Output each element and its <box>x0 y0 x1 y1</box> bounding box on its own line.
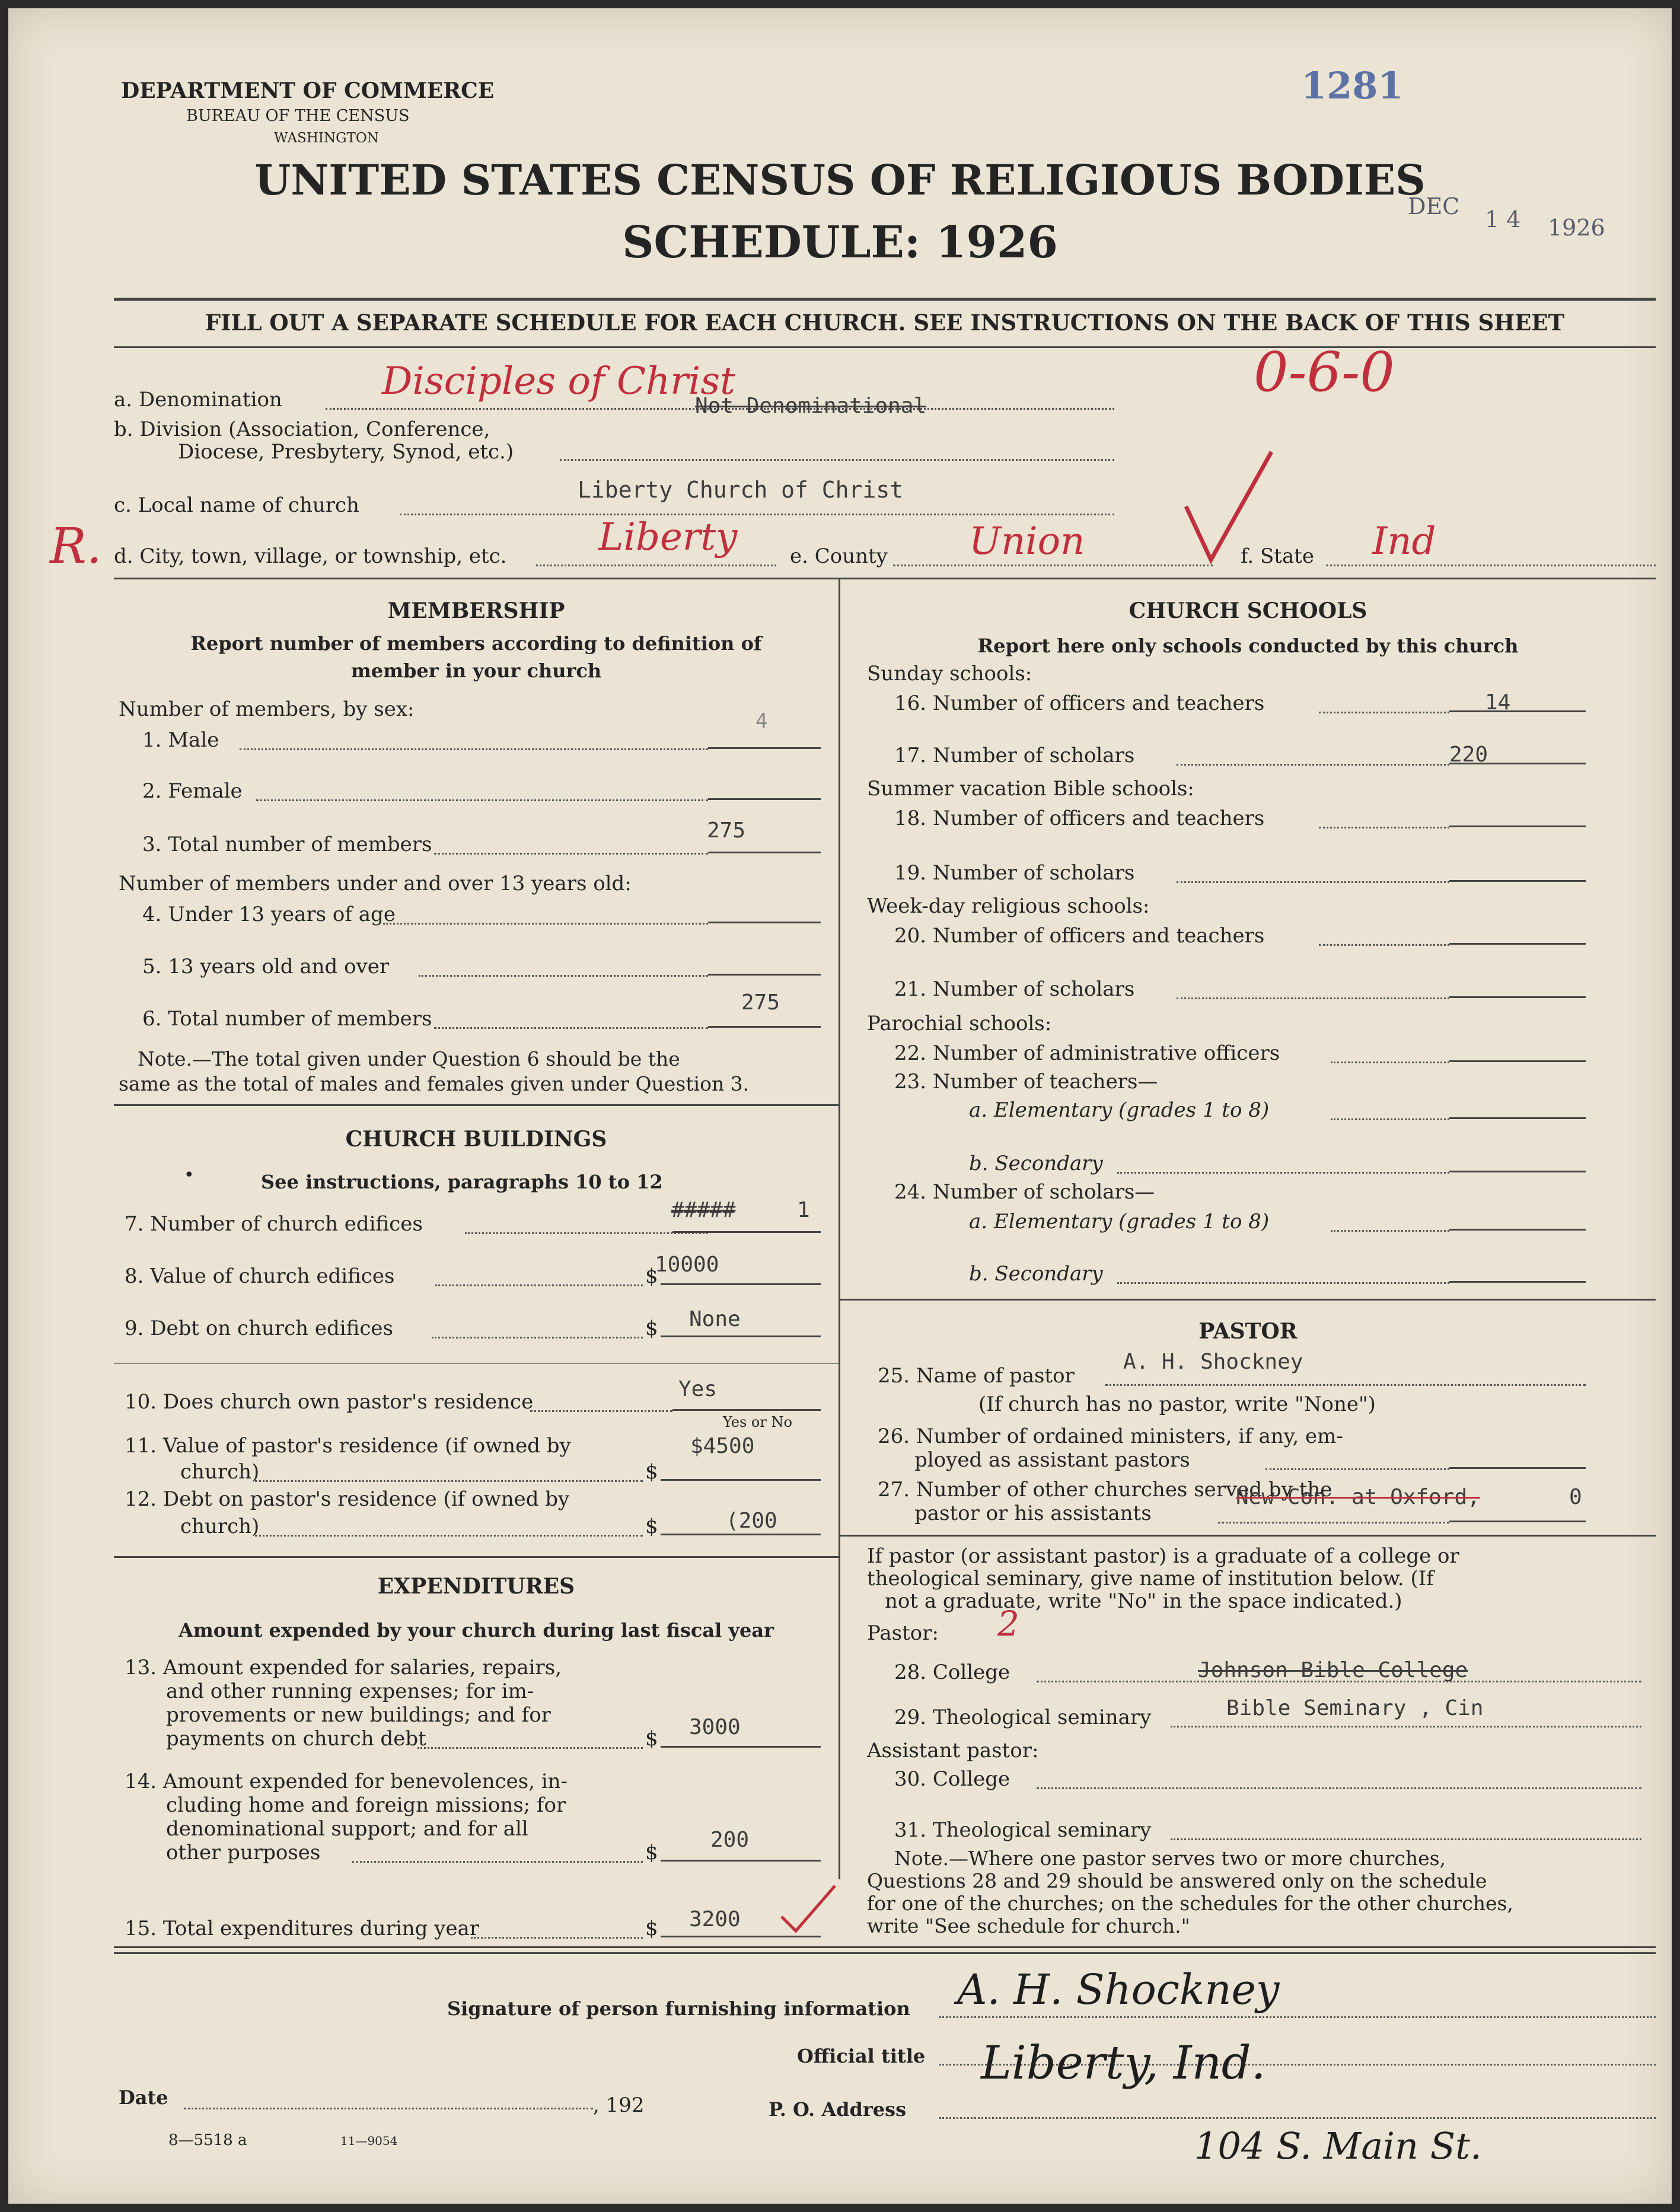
county-label: e. County <box>790 544 888 568</box>
q7-label: 7. Number of church edifices <box>125 1212 423 1236</box>
county-value: Union <box>969 519 1085 563</box>
q13-label-4: payments on church debt <box>166 1727 426 1751</box>
q14-label-4: other purposes <box>166 1841 321 1864</box>
bottom-rule-2 <box>114 1952 1656 1954</box>
weekday-schools-label: Week-day religious schools: <box>867 894 1150 918</box>
q4-answer-line <box>708 922 821 923</box>
form-title: UNITED STATES CENSUS OF RELIGIOUS BODIES <box>254 155 1426 205</box>
q15-label: 15. Total expenditures during year <box>125 1917 480 1940</box>
city-label: d. City, town, village, or township, etc. <box>114 544 507 568</box>
q11-line <box>255 1480 643 1482</box>
q8-label: 8. Value of church edifices <box>125 1264 395 1288</box>
schools-rule <box>840 1299 1656 1301</box>
q11-dollar: $ <box>645 1460 658 1484</box>
q10-line <box>530 1410 672 1412</box>
q11-value: $4500 <box>690 1434 755 1458</box>
graduate-text-1: If pastor (or assistant pastor) is a graduate of a college or <box>867 1544 1459 1568</box>
date-year: , 192 <box>593 2093 645 2117</box>
membership-rule <box>114 1104 839 1106</box>
q30-line <box>1037 1787 1641 1789</box>
q24a-line <box>1331 1230 1449 1232</box>
membership-intro-1: Report number of members according to definition of <box>190 632 762 655</box>
census-form-sheet <box>8 8 1672 2204</box>
by-sex-label: Number of members, by sex: <box>119 697 415 721</box>
bullet-dot: • <box>184 1165 195 1185</box>
q28-value: Johnson Bible College <box>1198 1658 1468 1682</box>
division-label-1: b. Division (Association, Conference, <box>114 417 490 441</box>
q11-label-2: church) <box>180 1460 260 1484</box>
local-name-value: Liberty Church of Christ <box>578 477 904 503</box>
q16-line <box>1319 712 1449 713</box>
bureau-line: BUREAU OF THE CENSUS <box>186 107 410 125</box>
q24a-label: a. Elementary (grades 1 to 8) <box>969 1210 1270 1234</box>
q16-value: 14 <box>1485 690 1511 715</box>
red-check-mark <box>1182 447 1277 566</box>
q10-label: 10. Does church own pastor's residence <box>125 1390 534 1414</box>
q1-value: 4 <box>755 709 768 733</box>
q6-line <box>434 1027 708 1029</box>
summer-schools-label: Summer vacation Bible schools: <box>867 777 1194 801</box>
print-number: 11—9054 <box>340 2134 398 2148</box>
q25-value: A. H. Shockney <box>1123 1350 1303 1374</box>
buildings-mid-rule <box>114 1363 839 1364</box>
membership-note-2: same as the total of males and females given under Question 3. <box>119 1072 750 1095</box>
q26-answer-line <box>1449 1467 1586 1469</box>
pastor-rule <box>840 1535 1656 1537</box>
q7-value: 1 <box>797 1198 810 1222</box>
denomination-typed-struck: Not Denominational <box>695 394 927 418</box>
q9-line <box>432 1337 643 1338</box>
q27-struck: New Con. at Oxford, <box>1236 1485 1480 1509</box>
q8-answer-line <box>661 1283 821 1285</box>
q21-line <box>1177 997 1449 999</box>
q8-value: 10000 <box>655 1252 719 1277</box>
state-line <box>1326 565 1656 566</box>
state-label: f. State <box>1241 544 1314 568</box>
q23-label: 23. Number of teachers— <box>894 1070 1158 1094</box>
q14-dollar: $ <box>645 1841 658 1864</box>
q30-label: 30. College <box>894 1767 1010 1791</box>
date-label: Date <box>119 2086 168 2109</box>
assistant-subheading: Assistant pastor: <box>867 1739 1039 1762</box>
graduate-text-3: not a graduate, write "No" in the space indicated.) <box>885 1589 1402 1613</box>
schools-heading: CHURCH SCHOOLS <box>1128 598 1367 623</box>
q19-label: 19. Number of scholars <box>894 861 1135 885</box>
q12-value: (200 <box>726 1509 777 1533</box>
date-stamp-year: 1926 <box>1548 215 1605 241</box>
stamp-number: 1281 <box>1301 64 1404 107</box>
q12-label-1: 12. Debt on pastor's residence (if owned by <box>125 1487 570 1511</box>
q19-line <box>1177 881 1449 883</box>
q14-label-2: cluding home and foreign missions; for <box>166 1793 566 1817</box>
red-tick-mark <box>779 1882 839 1936</box>
q13-line <box>417 1747 643 1749</box>
q23a-line <box>1331 1118 1449 1120</box>
q23b-line <box>1117 1172 1449 1174</box>
q27-value: 0 <box>1569 1485 1582 1509</box>
q11-answer-line <box>661 1479 821 1481</box>
q13-value: 3000 <box>689 1715 741 1739</box>
city-value: Liberty <box>598 515 738 559</box>
q18-label: 18. Number of officers and teachers <box>894 807 1265 830</box>
q27-label-2: pastor or his assistants <box>914 1502 1152 1525</box>
local-name-line <box>400 514 1114 515</box>
membership-heading: MEMBERSHIP <box>387 598 565 623</box>
q1-label: 1. Male <box>142 728 219 752</box>
q13-label-3: provements or new buildings; and for <box>166 1703 551 1727</box>
q19-answer-line <box>1449 880 1586 882</box>
q11-label-1: 11. Value of pastor's residence (if owned by <box>125 1434 571 1458</box>
q3-value: 275 <box>707 818 746 843</box>
q2-answer-line <box>708 798 821 800</box>
official-title-label: Official title <box>797 2045 926 2067</box>
q22-line <box>1331 1062 1449 1063</box>
expenditures-heading: EXPENDITURES <box>377 1574 575 1599</box>
q14-line <box>352 1861 643 1863</box>
city-line: WASHINGTON <box>274 130 379 146</box>
header-rule-top <box>114 298 1656 301</box>
q5-line <box>419 975 708 977</box>
q8-dollar: $ <box>645 1264 658 1288</box>
q6-label: 6. Total number of members <box>142 1007 432 1031</box>
q27-line <box>1218 1522 1449 1523</box>
q3-line <box>434 853 708 855</box>
q29-line <box>1171 1726 1641 1727</box>
po-address-value: Liberty, Ind. <box>981 2036 1266 2090</box>
instruction-bar: FILL OUT A SEPARATE SCHEDULE FOR EACH CHURCH. SEE INSTRUCTIONS ON THE BACK OF THIS SHEET <box>205 310 1565 336</box>
q23b-label: b. Secondary <box>969 1152 1103 1175</box>
q13-label-1: 13. Amount expended for salaries, repairs, <box>125 1656 562 1679</box>
q14-label-3: denominational support; and for all <box>166 1817 528 1841</box>
q26-label-1: 26. Number of ordained ministers, if any, em- <box>878 1424 1343 1448</box>
q27-answer-line <box>1449 1521 1586 1522</box>
q16-answer-line <box>1449 710 1586 712</box>
handwritten-code: 0-6-0 <box>1254 340 1395 404</box>
q13-dollar: $ <box>645 1727 658 1751</box>
q12-line <box>255 1535 643 1537</box>
q18-line <box>1319 827 1449 828</box>
q31-label: 31. Theological seminary <box>894 1818 1152 1842</box>
division-line <box>560 459 1114 461</box>
expenditures-intro: Amount expended by your church during last fiscal year <box>178 1619 774 1642</box>
form-subtitle: SCHEDULE: 1926 <box>622 217 1058 268</box>
q20-line <box>1319 944 1449 946</box>
q15-value: 3200 <box>689 1907 741 1931</box>
header-rule-bottom <box>114 346 1656 348</box>
q7-struck: ##### <box>671 1198 736 1222</box>
department-line: DEPARTMENT OF COMMERCE <box>121 78 495 103</box>
city-line <box>536 565 776 566</box>
po-address-line <box>939 2117 1656 2119</box>
column-divider <box>839 578 840 1879</box>
q14-answer-line <box>661 1860 821 1862</box>
q17-label: 17. Number of scholars <box>894 744 1135 767</box>
form-number: 8—5518 a <box>168 2131 247 2149</box>
q20-answer-line <box>1449 943 1586 945</box>
q2-label: 2. Female <box>142 779 243 803</box>
q22-label: 22. Number of administrative officers <box>894 1041 1280 1065</box>
membership-intro-2: member in your church <box>350 659 602 682</box>
graduate-text-2: theological seminary, give name of institution below. (If <box>867 1567 1434 1591</box>
q29-value: Bible Seminary , Cin <box>1226 1696 1484 1720</box>
denomination-handwritten: Disciples of Christ <box>382 359 735 403</box>
pastor-note-4: write "See schedule for church." <box>867 1914 1190 1937</box>
po-address-street: 104 S. Main St. <box>1194 2124 1482 2168</box>
q1-answer-line <box>708 747 821 749</box>
q2-line <box>256 799 708 801</box>
section-rule <box>114 578 1656 579</box>
q23a-answer-line <box>1449 1117 1586 1119</box>
pastor-note-1: Note.—Where one pastor serves two or more churches, <box>894 1847 1446 1870</box>
q13-answer-line <box>661 1746 821 1748</box>
q15-dollar: $ <box>645 1917 658 1940</box>
schools-intro: Report here only schools conducted by this church <box>977 635 1519 657</box>
q24-label: 24. Number of scholars— <box>894 1180 1155 1204</box>
q9-dollar: $ <box>645 1317 658 1340</box>
po-address-label: P. O. Address <box>769 2098 907 2121</box>
pastor-red-mark: 2 <box>997 1604 1019 1644</box>
yes-or-no-caption: Yes or No <box>723 1414 792 1430</box>
denomination-label: a. Denomination <box>114 388 282 412</box>
q14-label-1: 14. Amount expended for benevolences, in- <box>125 1770 568 1793</box>
pastor-note-3: for one of the churches; on the schedules for the other churches, <box>867 1892 1513 1915</box>
pastor-heading: PASTOR <box>1198 1319 1298 1344</box>
q9-value: None <box>689 1307 741 1331</box>
signature-label: Signature of person furnishing information <box>447 1997 910 2020</box>
q25-label: 25. Name of pastor <box>878 1364 1075 1388</box>
q22-answer-line <box>1449 1060 1586 1062</box>
q1-line <box>240 748 708 750</box>
pastor-subheading: Pastor: <box>867 1621 939 1645</box>
buildings-rule <box>114 1556 839 1558</box>
q13-label-2: and other running expenses; for im- <box>166 1679 534 1703</box>
q26-label-2: ployed as assistant pastors <box>914 1448 1190 1472</box>
q24b-line <box>1117 1282 1449 1284</box>
membership-note-1: Note.—The total given under Question 6 should be the <box>138 1047 680 1070</box>
q26-line <box>1265 1468 1449 1470</box>
q15-line <box>471 1937 643 1939</box>
signature-line <box>939 2016 1656 2018</box>
q7-line <box>465 1232 708 1234</box>
q9-answer-line <box>661 1336 821 1337</box>
q15-answer-line <box>661 1936 821 1937</box>
q29-label: 29. Theological seminary <box>894 1706 1152 1729</box>
pastor-note-2: Questions 28 and 29 should be answered only on the schedule <box>867 1869 1487 1892</box>
q3-answer-line <box>708 852 821 853</box>
q25-line <box>1105 1384 1586 1386</box>
q6-answer-line <box>708 1026 821 1028</box>
date-stamp-month: DEC <box>1408 193 1460 219</box>
q21-label: 21. Number of scholars <box>894 977 1135 1001</box>
q4-line <box>383 923 708 925</box>
q12-dollar: $ <box>645 1515 658 1538</box>
margin-mark: R. <box>50 518 102 575</box>
q6-value: 275 <box>741 990 780 1015</box>
buildings-heading: CHURCH BUILDINGS <box>345 1127 607 1152</box>
q24b-label: b. Secondary <box>969 1262 1103 1286</box>
q10-value: Yes <box>678 1377 718 1401</box>
q27-label-1: 27. Number of other churches served by the <box>878 1478 1332 1502</box>
local-name-label: c. Local name of church <box>114 493 359 517</box>
date-line <box>184 2108 593 2109</box>
q25-note: (If church has no pastor, write "None") <box>978 1392 1376 1416</box>
q17-line <box>1177 764 1449 766</box>
q28-label: 28. College <box>894 1660 1010 1684</box>
q4-label: 4. Under 13 years of age <box>142 903 396 926</box>
q31-line <box>1171 1838 1641 1840</box>
q23b-answer-line <box>1449 1171 1586 1172</box>
q5-answer-line <box>708 974 821 976</box>
sunday-schools-label: Sunday schools: <box>867 662 1032 686</box>
q17-value: 220 <box>1449 742 1488 767</box>
parochial-schools-label: Parochial schools: <box>867 1012 1052 1035</box>
q8-line <box>435 1285 643 1286</box>
buildings-see-instructions: See instructions, paragraphs 10 to 12 <box>261 1171 663 1193</box>
q5-label: 5. 13 years old and over <box>142 955 390 978</box>
q9-label: 9. Debt on church edifices <box>125 1317 393 1340</box>
q21-answer-line <box>1449 996 1586 998</box>
state-value: Ind <box>1372 519 1436 563</box>
county-line <box>893 565 1213 566</box>
q10-answer-line <box>672 1409 821 1411</box>
signature-value: A. H. Shockney <box>957 1965 1280 2014</box>
q12-answer-line <box>661 1534 821 1535</box>
bottom-rule-1 <box>114 1946 1656 1948</box>
age-intro-label: Number of members under and over 13 years old: <box>119 872 632 895</box>
q24b-answer-line <box>1449 1281 1586 1283</box>
division-label-2: Diocese, Presbytery, Synod, etc.) <box>178 440 514 464</box>
q7-answer-line <box>672 1231 821 1233</box>
q16-label: 16. Number of officers and teachers <box>894 691 1265 715</box>
q23a-label: a. Elementary (grades 1 to 8) <box>969 1098 1270 1122</box>
date-stamp-day: 1 4 <box>1485 206 1521 232</box>
q3-label: 3. Total number of members <box>142 833 432 856</box>
q20-label: 20. Number of officers and teachers <box>894 924 1265 948</box>
q18-answer-line <box>1449 825 1586 827</box>
q14-value: 200 <box>710 1828 750 1852</box>
q12-label-2: church) <box>180 1515 260 1538</box>
q24a-answer-line <box>1449 1229 1586 1231</box>
